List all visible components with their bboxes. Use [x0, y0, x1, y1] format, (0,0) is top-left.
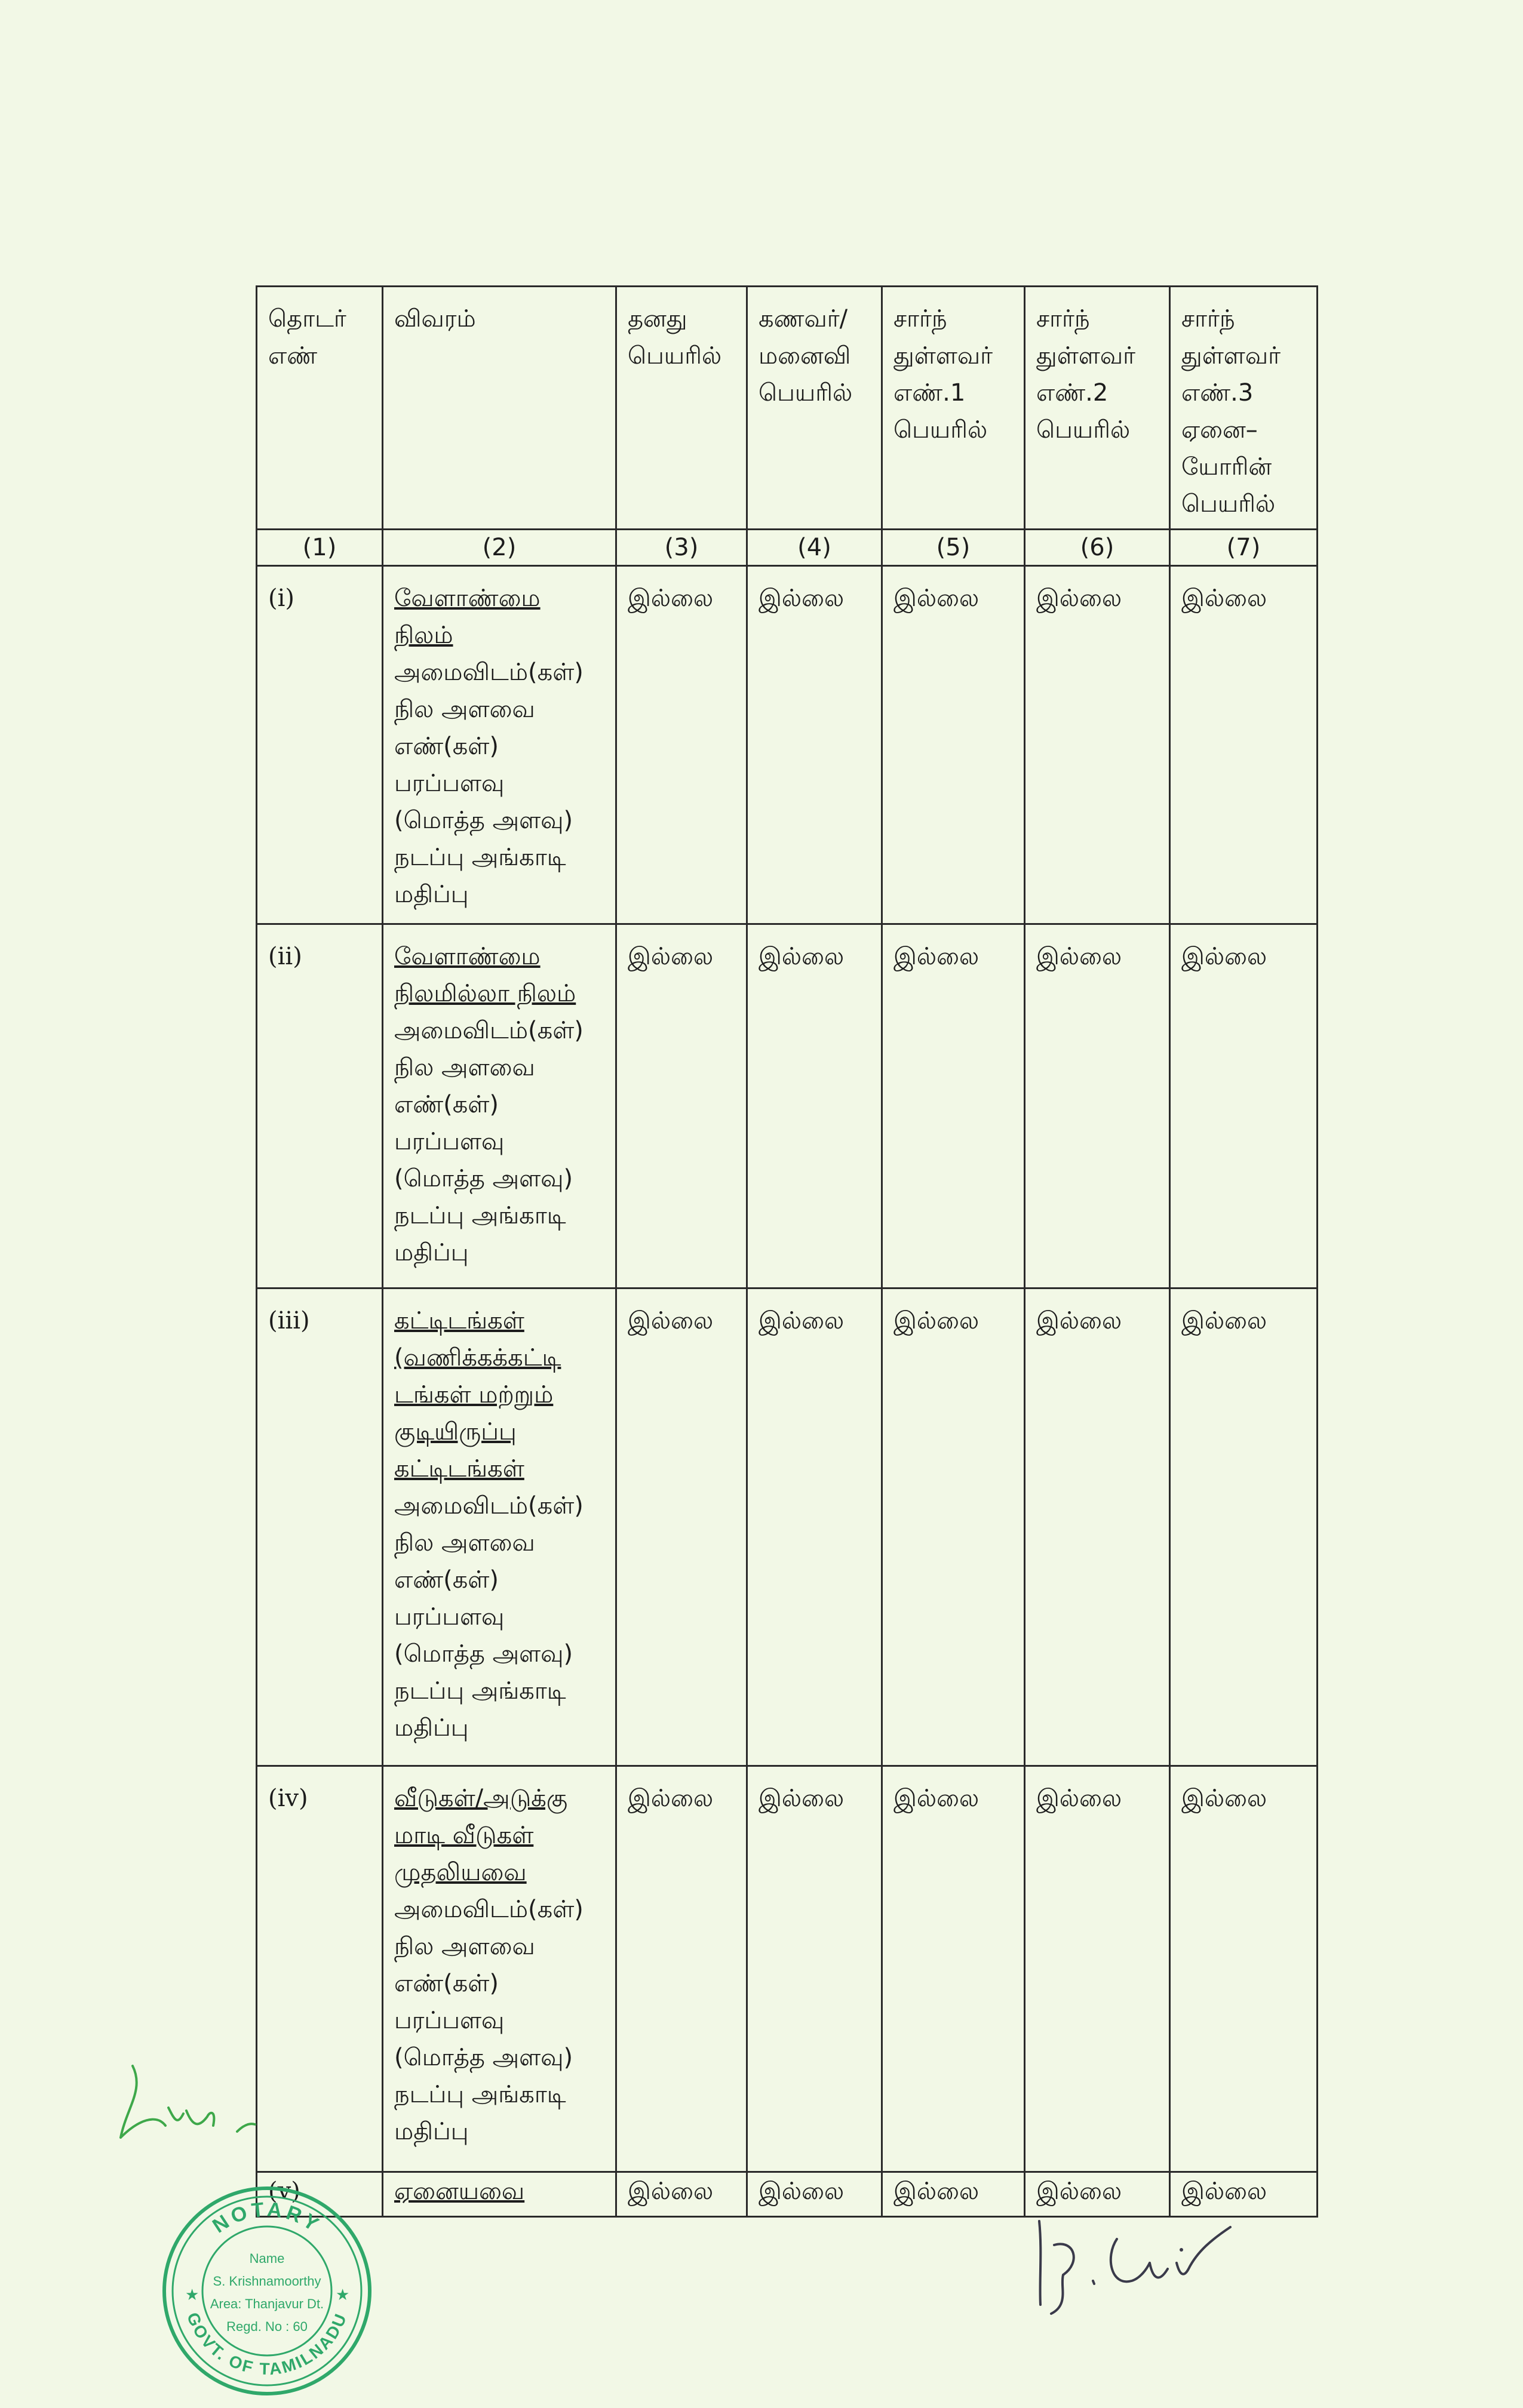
seal-line: Regd. No : 60 — [226, 2319, 308, 2334]
signature — [1027, 2203, 1290, 2323]
detail-line: பரப்பளவு — [394, 770, 505, 797]
value-cell: இல்லை — [616, 566, 747, 924]
detail-line: பரப்பளவு — [394, 1603, 505, 1631]
detail-line: அமைவிடம்(கள்) — [394, 659, 584, 686]
seal-star-icon: ★ — [336, 2286, 350, 2304]
detail-line: (மொத்த அளவு) — [394, 1640, 573, 1668]
row-details — [383, 566, 616, 924]
detail-line: பரப்பளவு — [394, 1128, 505, 1155]
header-cell-self: தனது பெயரில் — [616, 287, 747, 530]
value-cell: இல்லை — [747, 566, 882, 924]
value-cell: இல்லை — [882, 2172, 1025, 2217]
value-cell: இல்லை — [1170, 1288, 1318, 1766]
seal-top-text: NOTARY — [208, 2198, 326, 2238]
row-heading: வேளாண்மை நிலம் — [394, 585, 541, 649]
asset-table — [256, 285, 1318, 2218]
detail-line: மதிப்பு — [394, 1239, 469, 1266]
value-cell: இல்லை — [882, 1288, 1025, 1766]
detail-line: நடப்பு அங்காடி — [394, 1677, 566, 1705]
value-cell: இல்லை — [616, 1766, 747, 2172]
table-row — [257, 566, 1318, 924]
header-cell-details: விவரம் — [383, 287, 616, 530]
value-cell: இல்லை — [1025, 924, 1170, 1288]
row-serial: (iv) — [257, 1766, 383, 2172]
value-cell: இல்லை — [1170, 1766, 1318, 2172]
header-cell-dependent-2: சார்ந் துள்ளவர் எண்.2 பெயரில் — [1025, 287, 1170, 530]
header-row — [257, 287, 1318, 530]
value-cell: இல்லை — [616, 924, 747, 1288]
column-number: (5) — [882, 530, 1025, 566]
column-number: (4) — [747, 530, 882, 566]
value-cell: இல்லை — [747, 1288, 882, 1766]
detail-line: எண்(கள்) — [394, 1091, 499, 1118]
detail-line: பரப்பளவு — [394, 2007, 505, 2034]
value-cell: இல்லை — [882, 924, 1025, 1288]
detail-line: மதிப்பு — [394, 2118, 469, 2145]
table-row — [257, 1288, 1318, 1766]
seal-star-icon: ★ — [185, 2286, 199, 2304]
value-cell: இல்லை — [1025, 2172, 1170, 2217]
detail-line: எண்(கள்) — [394, 733, 499, 760]
detail-line: எண்(கள்) — [394, 1970, 499, 1997]
detail-line: அமைவிடம்(கள்) — [394, 1896, 584, 1923]
value-cell: இல்லை — [1170, 566, 1318, 924]
value-cell: இல்லை — [1025, 1766, 1170, 2172]
value-cell: இல்லை — [1025, 566, 1170, 924]
value-cell: இல்லை — [882, 1766, 1025, 2172]
column-number: (7) — [1170, 530, 1318, 566]
detail-line: (மொத்த அளவு) — [394, 1165, 573, 1192]
column-number: (3) — [616, 530, 747, 566]
seal-line: Name — [249, 2251, 285, 2266]
table-row — [257, 1766, 1318, 2172]
detail-line: நடப்பு அங்காடி — [394, 2081, 566, 2108]
row-heading: கட்டிடங்கள் (வணிக்கக்கட்டி டங்கள் மற்றும் குடியிருப்பு கட்டிடங்கள் — [394, 1307, 561, 1483]
value-cell: இல்லை — [747, 2172, 882, 2217]
row-serial: (i) — [257, 566, 383, 924]
row-serial: (iii) — [257, 1288, 383, 1766]
row-heading: ஏனையவை — [394, 2178, 525, 2205]
header-cell-spouse: கணவர்/ மனைவி பெயரில் — [747, 287, 882, 530]
detail-line: அமைவிடம்(கள்) — [394, 1017, 584, 1044]
value-cell: இல்லை — [1170, 2172, 1318, 2217]
row-details — [383, 2172, 616, 2217]
svg-text:NOTARY — [208, 2198, 326, 2237]
row-serial: (ii) — [257, 924, 383, 1288]
value-cell: இல்லை — [882, 566, 1025, 924]
seal-line: S. Krishnamoorthy — [213, 2274, 321, 2289]
detail-line: நில அளவை — [394, 1054, 535, 1081]
detail-line: எண்(கள்) — [394, 1566, 499, 1594]
column-number: (1) — [257, 530, 383, 566]
value-cell: இல்லை — [616, 2172, 747, 2217]
detail-line: நடப்பு அங்காடி — [394, 844, 566, 871]
header-cell-serial: தொடர் எண் — [257, 287, 383, 530]
detail-line: (மொத்த அளவு) — [394, 807, 573, 834]
seal-bottom-text: GOVT. OF TAMILNADU — [183, 2309, 351, 2379]
header-cell-dependent-3: சார்ந் துள்ளவர் எண்.3 ஏனை– யோரின் பெயரில் — [1170, 287, 1318, 530]
row-heading: வேளாண்மை நிலமில்லா நிலம் — [394, 943, 576, 1007]
detail-line: மதிப்பு — [394, 1714, 469, 1742]
row-serial: (v) — [257, 2172, 383, 2217]
initials-signature — [109, 2054, 288, 2155]
detail-line: மதிப்பு — [394, 881, 469, 908]
detail-line: நில அளவை — [394, 696, 535, 723]
column-number: (2) — [383, 530, 616, 566]
notary-seal — [156, 2181, 377, 2401]
value-cell: இல்லை — [1170, 924, 1318, 1288]
table-row — [257, 924, 1318, 1288]
value-cell: இல்லை — [616, 1288, 747, 1766]
row-details — [383, 924, 616, 1288]
detail-line: நில அளவை — [394, 1529, 535, 1557]
value-cell: இல்லை — [1025, 1288, 1170, 1766]
row-details — [383, 1766, 616, 2172]
detail-line: நடப்பு அங்காடி — [394, 1202, 566, 1229]
value-cell: இல்லை — [747, 924, 882, 1288]
column-number-row — [257, 530, 1318, 566]
value-cell: இல்லை — [747, 1766, 882, 2172]
detail-line: அமைவிடம்(கள்) — [394, 1492, 584, 1520]
detail-line: நில அளவை — [394, 1933, 535, 1960]
row-details — [383, 1288, 616, 1766]
column-number: (6) — [1025, 530, 1170, 566]
header-cell-dependent-1: சார்ந் துள்ளவர் எண்.1 பெயரில் — [882, 287, 1025, 530]
row-heading: வீடுகள்/அடுக்கு மாடி வீடுகள் முதலியவை — [394, 1785, 568, 1886]
detail-line: (மொத்த அளவு) — [394, 2044, 573, 2071]
seal-line: Area: Thanjavur Dt. — [210, 2296, 324, 2311]
